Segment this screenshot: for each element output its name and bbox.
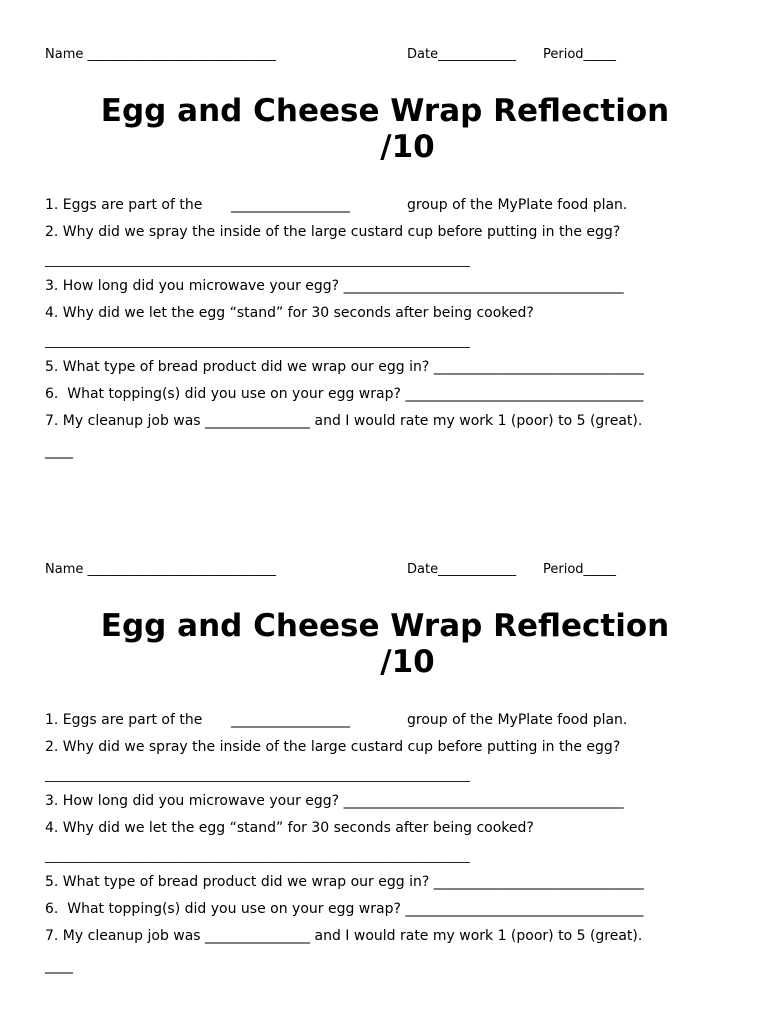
title-score: /10 <box>380 129 435 165</box>
question-6: 6. What topping(s) did you use on your egg wrap? __________________________________ <box>45 901 644 917</box>
question-1-blank: _________________ <box>231 712 350 728</box>
question-4: 4. Why did we let the egg “stand” for 30 seconds after being cooked? <box>45 820 534 836</box>
date-field-label: Date____________ <box>407 47 517 62</box>
title-line-1: Egg and Cheese Wrap Reflection <box>100 608 670 644</box>
question-1-prompt: 1. Eggs are part of the <box>45 197 203 213</box>
title-line-1: Egg and Cheese Wrap Reflection <box>100 93 670 129</box>
question-2-answer-line: ________________________________________________________________________ <box>45 768 470 782</box>
question-4: 4. Why did we let the egg “stand” for 30 seconds after being cooked? <box>45 305 534 321</box>
worksheet-title <box>0 608 770 680</box>
question-4-answer-line: ________________________________________________________________________ <box>45 849 470 863</box>
question-7-answer-line: ____ <box>45 443 73 459</box>
name-field-label: Name _____________________________ <box>45 47 276 62</box>
question-2-answer-line: ________________________________________________________________________ <box>45 253 470 267</box>
question-3: 3. How long did you microwave your egg? ________________________________________ <box>45 278 624 294</box>
question-5: 5. What type of bread product did we wrap our egg in? ______________________________ <box>45 874 644 890</box>
period-field-label: Period_____ <box>543 47 617 62</box>
question-1-suffix: group of the MyPlate food plan. <box>407 197 628 213</box>
worksheet-title <box>0 93 770 165</box>
question-1-prompt: 1. Eggs are part of the <box>45 712 203 728</box>
question-7: 7. My cleanup job was _______________ and I would rate my work 1 (poor) to 5 (great). <box>45 413 643 429</box>
question-7-answer-line: ____ <box>45 958 73 974</box>
question-3: 3. How long did you microwave your egg? ________________________________________ <box>45 793 624 809</box>
question-1-suffix: group of the MyPlate food plan. <box>407 712 628 728</box>
name-field-label: Name _____________________________ <box>45 562 276 577</box>
question-5: 5. What type of bread product did we wrap our egg in? ______________________________ <box>45 359 644 375</box>
question-2: 2. Why did we spray the inside of the large custard cup before putting in the egg? <box>45 224 621 240</box>
question-1-blank: _________________ <box>231 197 350 213</box>
question-2: 2. Why did we spray the inside of the large custard cup before putting in the egg? <box>45 739 621 755</box>
question-7: 7. My cleanup job was _______________ and I would rate my work 1 (poor) to 5 (great). <box>45 928 643 944</box>
title-score: /10 <box>380 644 435 680</box>
date-field-label: Date____________ <box>407 562 517 577</box>
question-6: 6. What topping(s) did you use on your egg wrap? __________________________________ <box>45 386 644 402</box>
question-4-answer-line: ________________________________________________________________________ <box>45 334 470 348</box>
period-field-label: Period_____ <box>543 562 617 577</box>
